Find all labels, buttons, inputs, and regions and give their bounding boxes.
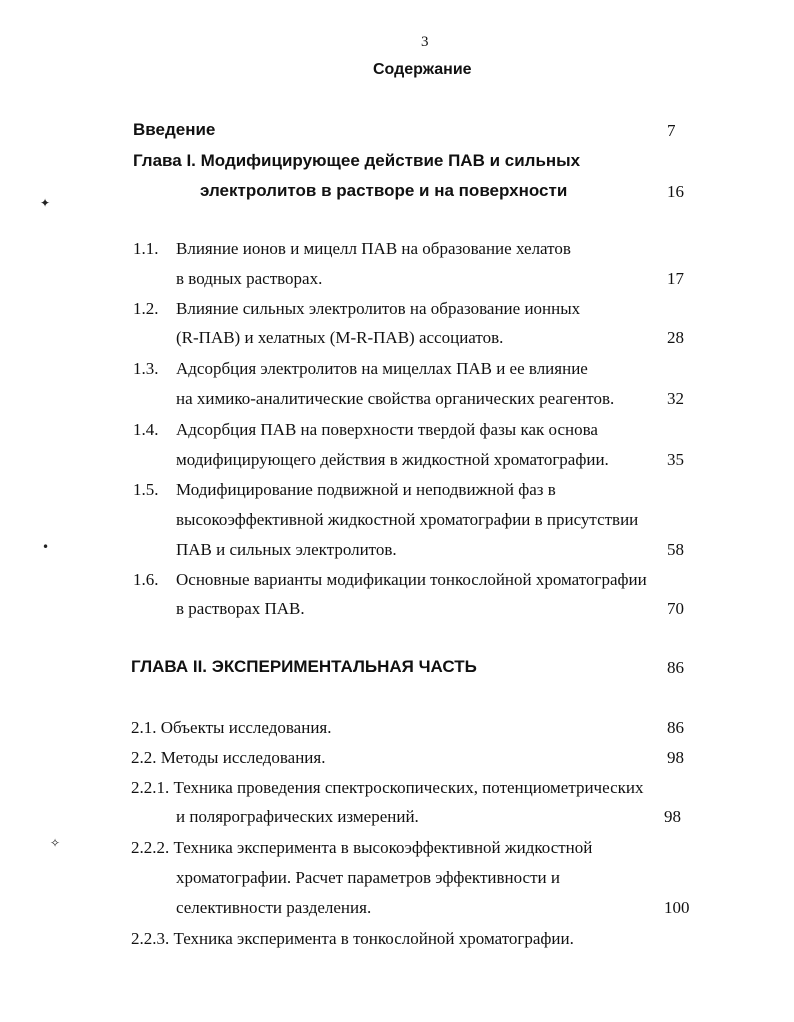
- toc-chapter2-label: ГЛАВА II. ЭКСПЕРИМЕНТАЛЬНАЯ ЧАСТЬ: [131, 657, 477, 676]
- toc-s1-2-line2: (R-ПАВ) и хелатных (M-R-ПАВ) ассоциатов.: [176, 328, 504, 347]
- toc-chapter1-page: 16: [667, 182, 684, 201]
- toc-s1-3-line1: Адсорбция электролитов на мицеллах ПАВ и ее влияние: [176, 359, 588, 378]
- page-number: 3: [421, 34, 429, 50]
- toc-s1-4-line2: модифицирующего действия в жидкостной хроматографии.: [176, 450, 609, 469]
- toc-s2-2-2-line1: 2.2.2. Техника эксперимента в высокоэффективной жидкостной: [131, 838, 593, 857]
- toc-s2-2-2-page: 100: [664, 898, 690, 917]
- toc-s2-1-page: 86: [667, 718, 684, 737]
- toc-s1-6-number: 1.6.: [133, 570, 159, 589]
- toc-s1-6-line2: в растворах ПАВ.: [176, 599, 305, 618]
- toc-s1-3-line2: на химико-аналитические свойства органических реагентов.: [176, 389, 615, 408]
- toc-s1-4-line1: Адсорбция ПАВ на поверхности твердой фазы как основа: [176, 420, 598, 439]
- toc-chapter1-line1: Глава I. Модифицирующее действие ПАВ и сильных: [133, 151, 581, 170]
- toc-s2-2-2-line3: селективности разделения.: [176, 898, 372, 917]
- toc-intro-label: Введение: [133, 120, 216, 139]
- scan-mark-bottom: ✧: [50, 836, 61, 850]
- toc-chapter2-page: 86: [667, 658, 684, 677]
- toc-s1-5-page: 58: [667, 540, 684, 559]
- toc-chapter1-line2: электролитов в растворе и на поверхности: [200, 181, 568, 200]
- toc-s2-2-1-line2: и полярографических измерений.: [176, 807, 419, 826]
- toc-s1-1-page: 17: [667, 269, 684, 288]
- toc-s2-2-text: 2.2. Методы исследования.: [131, 748, 326, 767]
- page-title: Содержание: [373, 61, 472, 78]
- toc-s1-2-page: 28: [667, 328, 684, 347]
- toc-s1-4-page: 35: [667, 450, 684, 469]
- scan-mark-top: ✦: [40, 196, 51, 210]
- toc-s2-2-page: 98: [667, 748, 684, 767]
- toc-s1-1-number: 1.1.: [133, 239, 159, 258]
- toc-s1-6-line1: Основные варианты модификации тонкослойной хроматографии: [176, 570, 647, 589]
- toc-s1-4-number: 1.4.: [133, 420, 159, 439]
- toc-s1-3-page: 32: [667, 389, 684, 408]
- toc-s1-5-line3: ПАВ и сильных электролитов.: [176, 540, 397, 559]
- toc-s2-2-1-line1: 2.2.1. Техника проведения спектроскопических, потенциометрических: [131, 778, 644, 797]
- toc-s1-5-number: 1.5.: [133, 480, 159, 499]
- toc-s1-1-line2: в водных растворах.: [176, 269, 323, 288]
- toc-s2-1-text: 2.1. Объекты исследования.: [131, 718, 332, 737]
- scan-mark-middle: •: [42, 540, 50, 554]
- toc-s1-1-line1: Влияние ионов и мицелл ПАВ на образование хелатов: [176, 239, 571, 258]
- toc-s1-5-line1: Модифицирование подвижной и неподвижной фаз в: [176, 480, 556, 499]
- toc-s1-2-number: 1.2.: [133, 299, 159, 318]
- toc-s2-2-1-page: 98: [664, 807, 681, 826]
- toc-s1-6-page: 70: [667, 599, 684, 618]
- toc-s1-5-line2: высокоэффективной жидкостной хроматографии в присутствии: [176, 510, 639, 529]
- toc-s2-2-2-line2: хроматографии. Расчет параметров эффективности и: [176, 868, 560, 887]
- toc-s1-2-line1: Влияние сильных электролитов на образование ионных: [176, 299, 581, 318]
- toc-intro-page: 7: [667, 121, 676, 140]
- toc-s1-3-number: 1.3.: [133, 359, 159, 378]
- toc-s2-2-3-line1: 2.2.3. Техника эксперимента в тонкослойной хроматографии.: [131, 929, 574, 948]
